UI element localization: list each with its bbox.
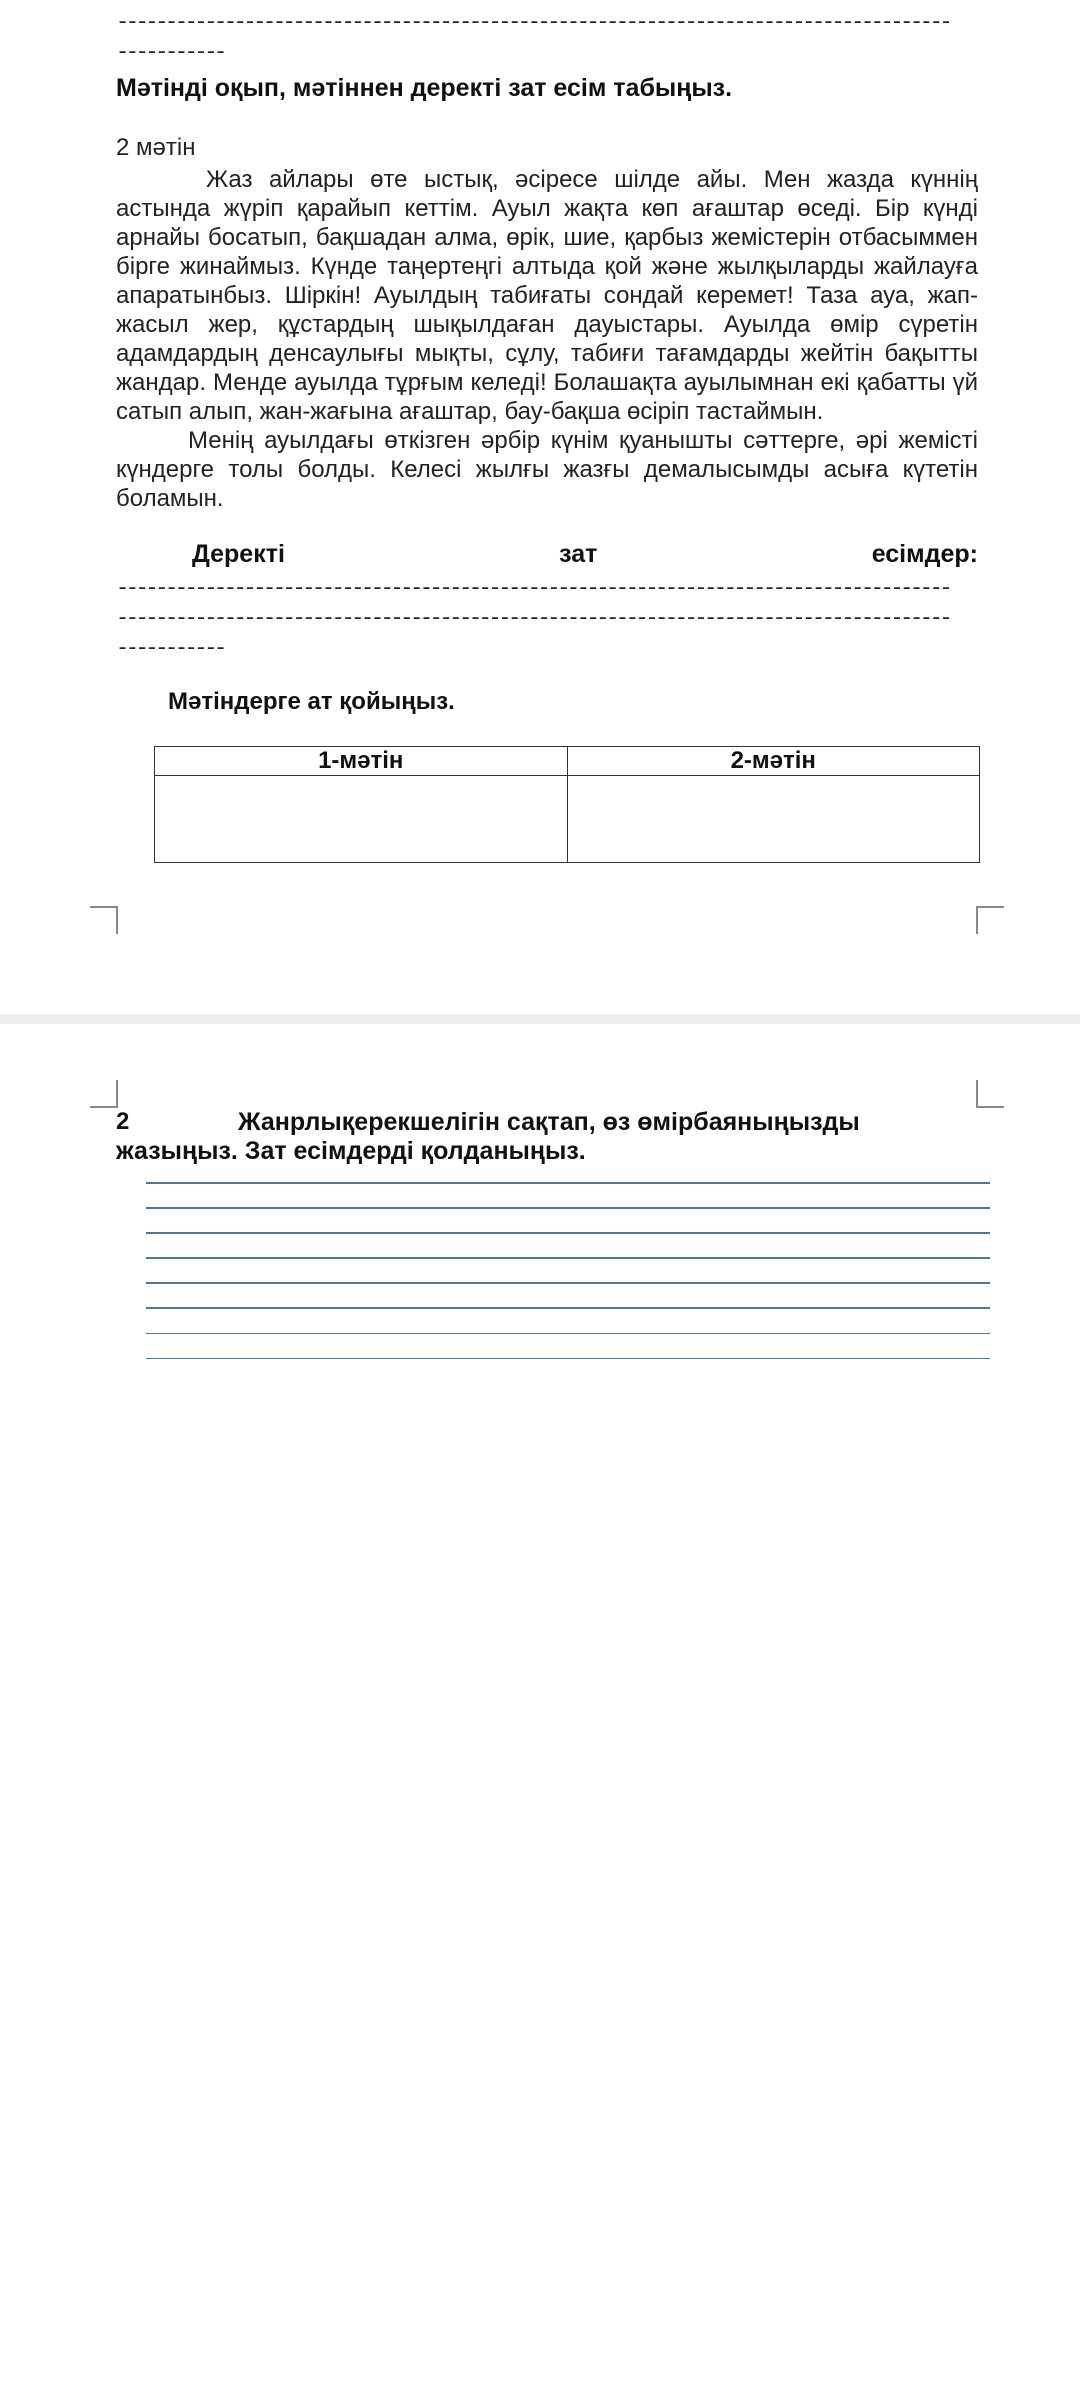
writing-line [146,1358,990,1360]
writing-lines[interactable] [146,1182,990,1383]
margin-corner-mark [90,906,118,934]
writing-line [146,1232,990,1234]
table-header: 2-мәтін [567,747,980,776]
text-body [116,165,978,513]
dash-line: ----------- [116,42,224,64]
titles-table [154,746,980,863]
task-heading-line1: Жанрлықерекшелігін сақтап, өз өмірбаяныңызды [238,1108,860,1136]
paragraph: Менің ауылдағы өткізген әрбір күнім қуанышты сәттерге, әрі жемісті күндерге толы болды. Келесі жылғы жазғы демалысымды асыға күтетін боламын. [116,427,978,512]
dash-line: ------------------------------------------------------------------------------------- [116,12,950,34]
task-heading-line2: жазыңыз. Зат есімдерді қолданыңыз. [116,1137,586,1165]
margin-corner-mark [90,1080,118,1108]
instruction-heading: Мәтінді оқып, мәтіннен деректі зат есім табыңыз. [116,74,733,102]
nouns-label-word: Деректі [192,540,285,568]
page-separator [0,1014,1080,1024]
task-number: 2 [116,1108,130,1135]
answer-dash-line: ------------------------------------------------------------------------------------- [116,608,950,630]
writing-line [146,1282,990,1284]
table-cell[interactable] [567,776,980,863]
table-cell[interactable] [155,776,568,863]
text-label: 2 мәтін [116,134,196,161]
writing-line [146,1182,990,1184]
nouns-label [192,540,978,569]
nouns-label-word: зат [559,540,598,568]
margin-corner-mark [976,1080,1004,1108]
paragraph: Жаз айлары өте ыстық, әсіресе шілде айы. Мен жазда күннің астында жүріп қарайып кеттім. Ауыл жақта көп ағаштар өседі. Бір күнді арнайы босатып, бақшадан алма, өрік, шие, қарбыз жемістерін отбасыммен бірге жинаймыз. Күнде таңертеңгі алтыда қой және жылқыларды жайлауға апаратынбыз. Шіркін! Ауылдың табиғаты сондай керемет! Таза ауа, жап-жасыл жер, құстардың шықылдаған дауыстары. Ауылда өмір сүретін адамдардың денсаулығы мықты, сұлу, табиғи тағамдарды жейтін бақытты жандар. Менде ауылда тұрғым келеді! Болашақта ауылымнан екі қабатты үй сатып алып, жан-жағына ағаштар, бау-бақша өсіріп тастаймын. [116,166,978,425]
writing-line [146,1257,990,1259]
answer-dash-line: ------------------------------------------------------------------------------------- [116,578,950,600]
nouns-label-word: есімдер: [871,540,978,568]
margin-corner-mark [976,906,1004,934]
writing-line [146,1307,990,1309]
title-task-heading: Мәтіндерге ат қойыңыз. [168,688,455,715]
answer-dash-line: ----------- [116,638,224,660]
document-page-1 [0,0,1080,1014]
writing-line [146,1207,990,1209]
writing-line [146,1333,990,1335]
table-header: 1-мәтін [155,747,568,776]
